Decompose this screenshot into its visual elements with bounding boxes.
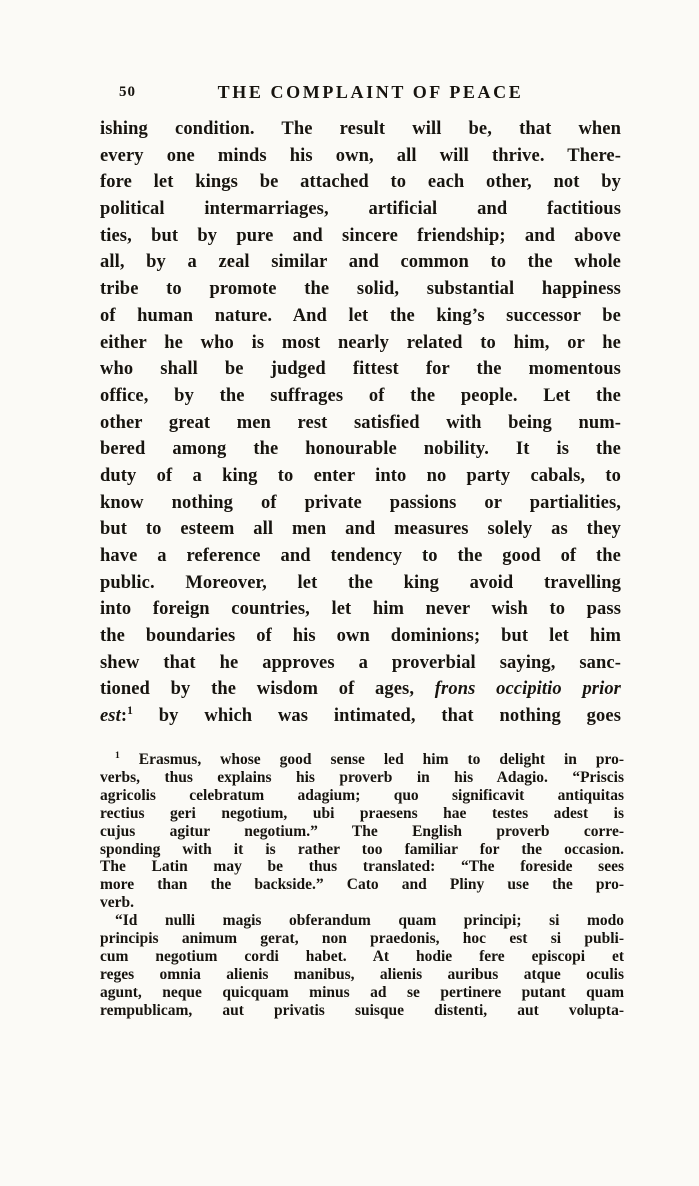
body-text-line: have a reference and tendency to the good of the (100, 546, 621, 566)
body-text-line: other great men rest satisfied with being num- (100, 412, 621, 433)
footnote-text-line: verbs, thus explains his proverb in his Adagio. “Priscis (100, 768, 624, 786)
footnote-text-line: The Latin may be thus translated: “The foreside sees (100, 858, 624, 876)
footnote-text-line: rempublicam, aut privatis suisque distenti, aut volupta- (100, 1001, 624, 1019)
body-text-line: but to esteem all men and measures solely as they (100, 519, 621, 540)
body-text-line: who shall be judged fittest for the momentous (100, 359, 621, 380)
footnote-section (100, 751, 624, 1020)
body-text-line: the boundaries of his own dominions; but let him (100, 626, 621, 647)
footnote-text-line: “Id nulli magis obferandum quam principi; si modo (115, 912, 624, 930)
body-paragraph (100, 116, 621, 730)
body-text-line: ties, but by pure and sincere friendship; and above (100, 225, 621, 246)
body-text-line: every one minds his own, all will thrive. There- (100, 145, 621, 166)
page-number: 50 (119, 84, 136, 100)
body-text-line: of human nature. And let the king’s successor be (100, 305, 621, 326)
body-text-line: shew that he approves a proverbial saying, sanc- (100, 652, 621, 673)
body-text-line: est:$^1$ by which was intimated, that nothing goes (100, 704, 621, 727)
footnote-text-line: cujus agitur negotium.” The English proverb corre- (100, 822, 624, 840)
footnote-text-line: reges omnia alienis manibus, alienis auribus atque oculis (100, 965, 624, 983)
body-text-line: bered among the honourable nobility. It is the (100, 439, 621, 460)
body-text-line: tribe to promote the solid, substantial happiness (100, 279, 621, 300)
footnote-text-line: verb. (100, 894, 135, 912)
body-text-line: tioned by the wisdom of ages, frons occipitio prior (100, 679, 621, 700)
body-text-line: know nothing of private passions or partialities, (100, 492, 621, 513)
body-text-line: into foreign countries, let him never wish to pass (100, 599, 621, 620)
body-text-line: fore let kings be attached to each other, not by (100, 172, 621, 193)
footnote-text-line: cum negotium cordi habet. At hodie fere episcopi et (100, 947, 624, 965)
footnote-text-line: rectius geri negotium, ubi praesens hae testes adest is (100, 804, 624, 822)
body-text-line: duty of a king to enter into no party cabals, to (100, 465, 621, 486)
footnote-text-line: sponding with it is rather too familiar for the occasion. (100, 840, 624, 858)
body-text-line: either he who is most nearly related to him, or he (100, 332, 621, 353)
footnote-text-line: agricolis celebratum adagium; quo significavit antiquitas (100, 786, 624, 804)
footnote-text-line: $^1$ Erasmus, whose good sense led him to delight in pro- (115, 749, 624, 768)
body-text-line: ishing condition. The result will be, that when (100, 119, 621, 139)
footnote-text-line: agunt, neque quicquam minus ad se pertinere putant quam (100, 983, 624, 1001)
running-head-title: THE COMPLAINT OF PEACE (217, 82, 524, 102)
body-text-line: all, by a zeal similar and common to the whole (100, 252, 621, 273)
footnote-text-line: principis animum gerat, non praedonis, hoc est si publi- (100, 930, 624, 948)
body-text-line: political intermarriages, artificial and factitious (100, 199, 621, 220)
footnote-text-line: more than the backside.” Cato and Pliny use the pro- (100, 876, 624, 894)
body-text-line: office, by the suffrages of the people. Let the (100, 385, 621, 406)
body-text-line: public. Moreover, let the king avoid travelling (100, 572, 621, 593)
